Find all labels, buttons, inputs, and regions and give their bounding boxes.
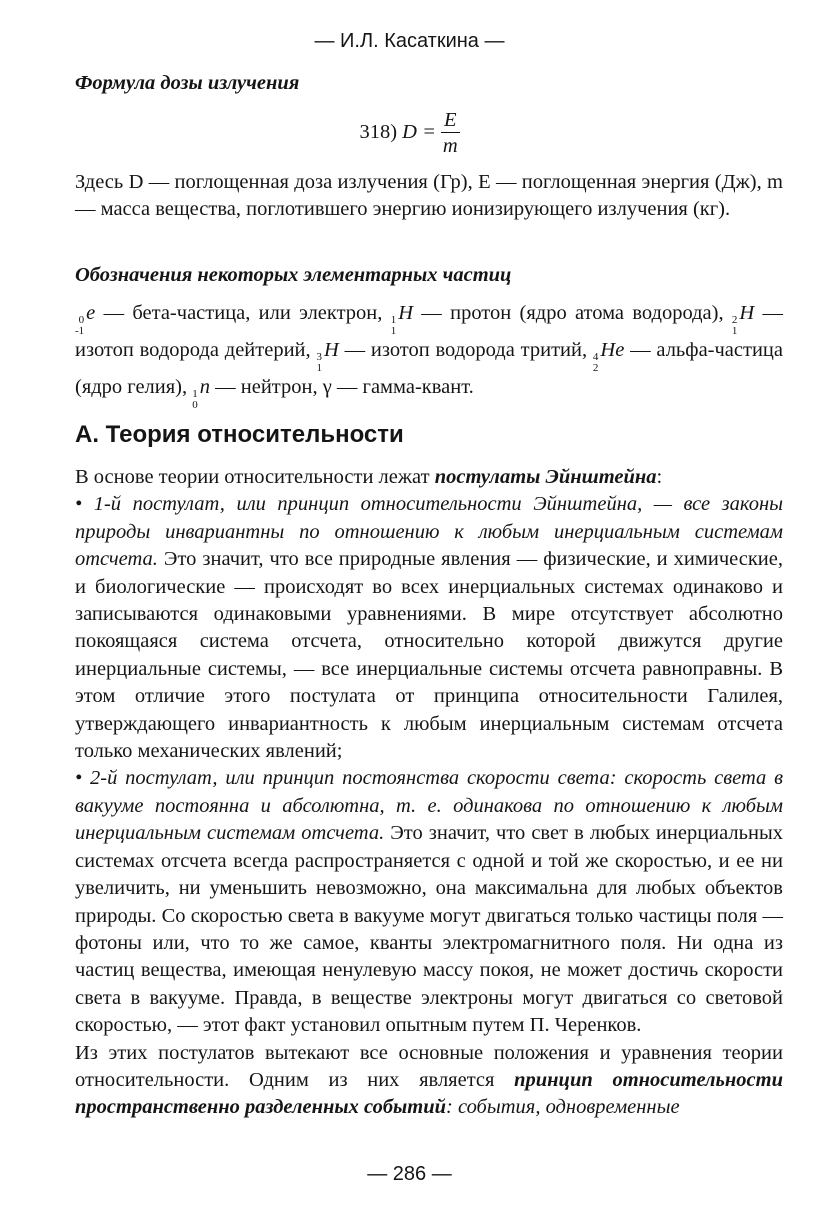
- atomic-number: 1: [316, 362, 322, 374]
- closing-plain: Из этих постулатов вытекают все основные положения и уравнения теории относительности. Одним из них является: [75, 1041, 783, 1091]
- atomic-number: -1: [75, 325, 85, 337]
- particle-description: — изотоп водорода тритий,: [338, 339, 593, 361]
- intro-paragraph: [75, 464, 783, 491]
- particle-letter: e: [86, 302, 96, 324]
- atomic-number: 1: [731, 325, 738, 337]
- dose-explanation-text: Здесь D — поглощенная доза излучения (Гр), E — поглощенная энергия (Дж), m — масса вещества, поглотившего энергию ионизирующего излучения (кг).: [75, 171, 783, 221]
- nuclide-scripts: [593, 352, 599, 374]
- particle-letter: H: [398, 302, 414, 324]
- nuclide-scripts: [391, 315, 397, 337]
- particle-description: — бета-частица, или электрон,: [95, 302, 391, 324]
- closing-paragraph: [75, 1040, 783, 1122]
- mass-number: 4: [592, 351, 599, 363]
- formula-fraction: [441, 108, 460, 159]
- postulate-2-explanation: Это значит, что свет в любых инерциальных системах отсчета всегда распространяется с одной и той же скоростью, и ее ни увеличить, ни уменьшить невозможно, она максимальна для любых объектов природы. Со скоростью света в вакууме могут двигаться только частицы поля — фотоны или, что то же самое, кванты электромагнитного поля. Ни одна из частиц вещества, имеющая ненулевую массу покоя, не может достичь скорости света в вакууме. Правда, в веществе электроны могут двигаться со световой скоростью, — этот факт установил опытным путем П. Черенков.: [75, 822, 783, 1037]
- nuclide-symbol: [192, 374, 210, 411]
- atomic-number: 2: [592, 362, 599, 374]
- particle-letter: H: [323, 339, 339, 361]
- nuclide-scripts: [192, 389, 198, 411]
- particles-paragraph: [75, 300, 783, 411]
- mass-number: 2: [731, 314, 738, 326]
- mass-number: 0: [78, 314, 85, 326]
- particle-description: — изотоп водорода дейтерий,: [75, 302, 783, 361]
- dose-explanation: [75, 169, 783, 224]
- intro-bold: постулаты Эйнштейна: [434, 466, 657, 488]
- particle-description: — альфа-частица (ядро гелия),: [75, 339, 783, 398]
- nuclide-symbol: [75, 300, 95, 337]
- mass-number: 1: [192, 388, 198, 400]
- relativity-body: [75, 464, 783, 1122]
- particles-title: Обозначения некоторых элементарных частиц: [75, 264, 512, 286]
- intro-end: :: [656, 466, 663, 488]
- nuclide-scripts: [316, 352, 322, 374]
- closing-italic: : события, одновременные: [446, 1096, 680, 1119]
- dose-formula: [0, 108, 819, 159]
- nuclide-scripts: [732, 315, 738, 337]
- closing-bold: принцип относительности пространственно разделенных событий: [75, 1068, 783, 1119]
- dose-formula-title: Формула дозы излучения: [75, 72, 300, 94]
- particle-letter: H: [739, 302, 755, 324]
- nuclide-symbol: [593, 337, 624, 374]
- postulate-2-statement: • 2-й постулат, или принцип постоянства скорости света: скорость света в вакууме постоянна и абсолютна, т. е. одинакова по отношению к любым инерциальным системам отсчета.: [75, 767, 783, 845]
- formula-number: 318): [359, 121, 398, 144]
- nuclide-symbol: [391, 300, 413, 337]
- section-title: А. Теория относительности: [75, 421, 404, 448]
- atomic-number: 0: [192, 399, 198, 411]
- particle-description: — нейтрон, γ — гамма-квант.: [210, 376, 474, 398]
- postulate-1-explanation: Это значит, что все природные явления — физические, и химические, и биологические — происходят во всех инерциальных системах одинаково и записываются одинаковыми уравнениями. В мире отсутствует абсолютно покоящаяся система отсчета, относительно которой движутся другие инерциальные системы, — все инерциальные системы отсчета равноправны. В этом отличие этого постулата от принципа относительности Галилея, утверждающего инвариантность к любым инерциальным системам отсчета только механических явлений;: [75, 548, 783, 763]
- running-header: — И.Л. Касаткина —: [314, 30, 505, 52]
- mass-number: 3: [316, 351, 322, 363]
- nuclide-symbol: [732, 300, 754, 337]
- particle-letter: He: [600, 339, 625, 361]
- particles-list: [75, 300, 783, 411]
- mass-number: 1: [390, 314, 397, 326]
- formula-lhs: D =: [402, 121, 436, 144]
- particle-letter: n: [199, 376, 211, 398]
- nuclide-symbol: [316, 337, 338, 374]
- postulate-2: [75, 765, 783, 1039]
- formula-numerator: E: [441, 108, 460, 133]
- intro-plain: В основе теории относительности лежат: [75, 466, 435, 488]
- formula-denominator: m: [442, 135, 458, 157]
- nuclide-scripts: [75, 315, 84, 337]
- atomic-number: 1: [390, 325, 397, 337]
- particle-description: — протон (ядро атома водорода),: [413, 302, 732, 324]
- page-number: — 286 —: [367, 1163, 452, 1185]
- postulate-1: [75, 491, 783, 765]
- postulate-1-statement: • 1-й постулат, или принцип относительности Эйнштейна, — все законы природы инвариантны по отношению к любым инерциальным системам отсчета.: [75, 493, 783, 571]
